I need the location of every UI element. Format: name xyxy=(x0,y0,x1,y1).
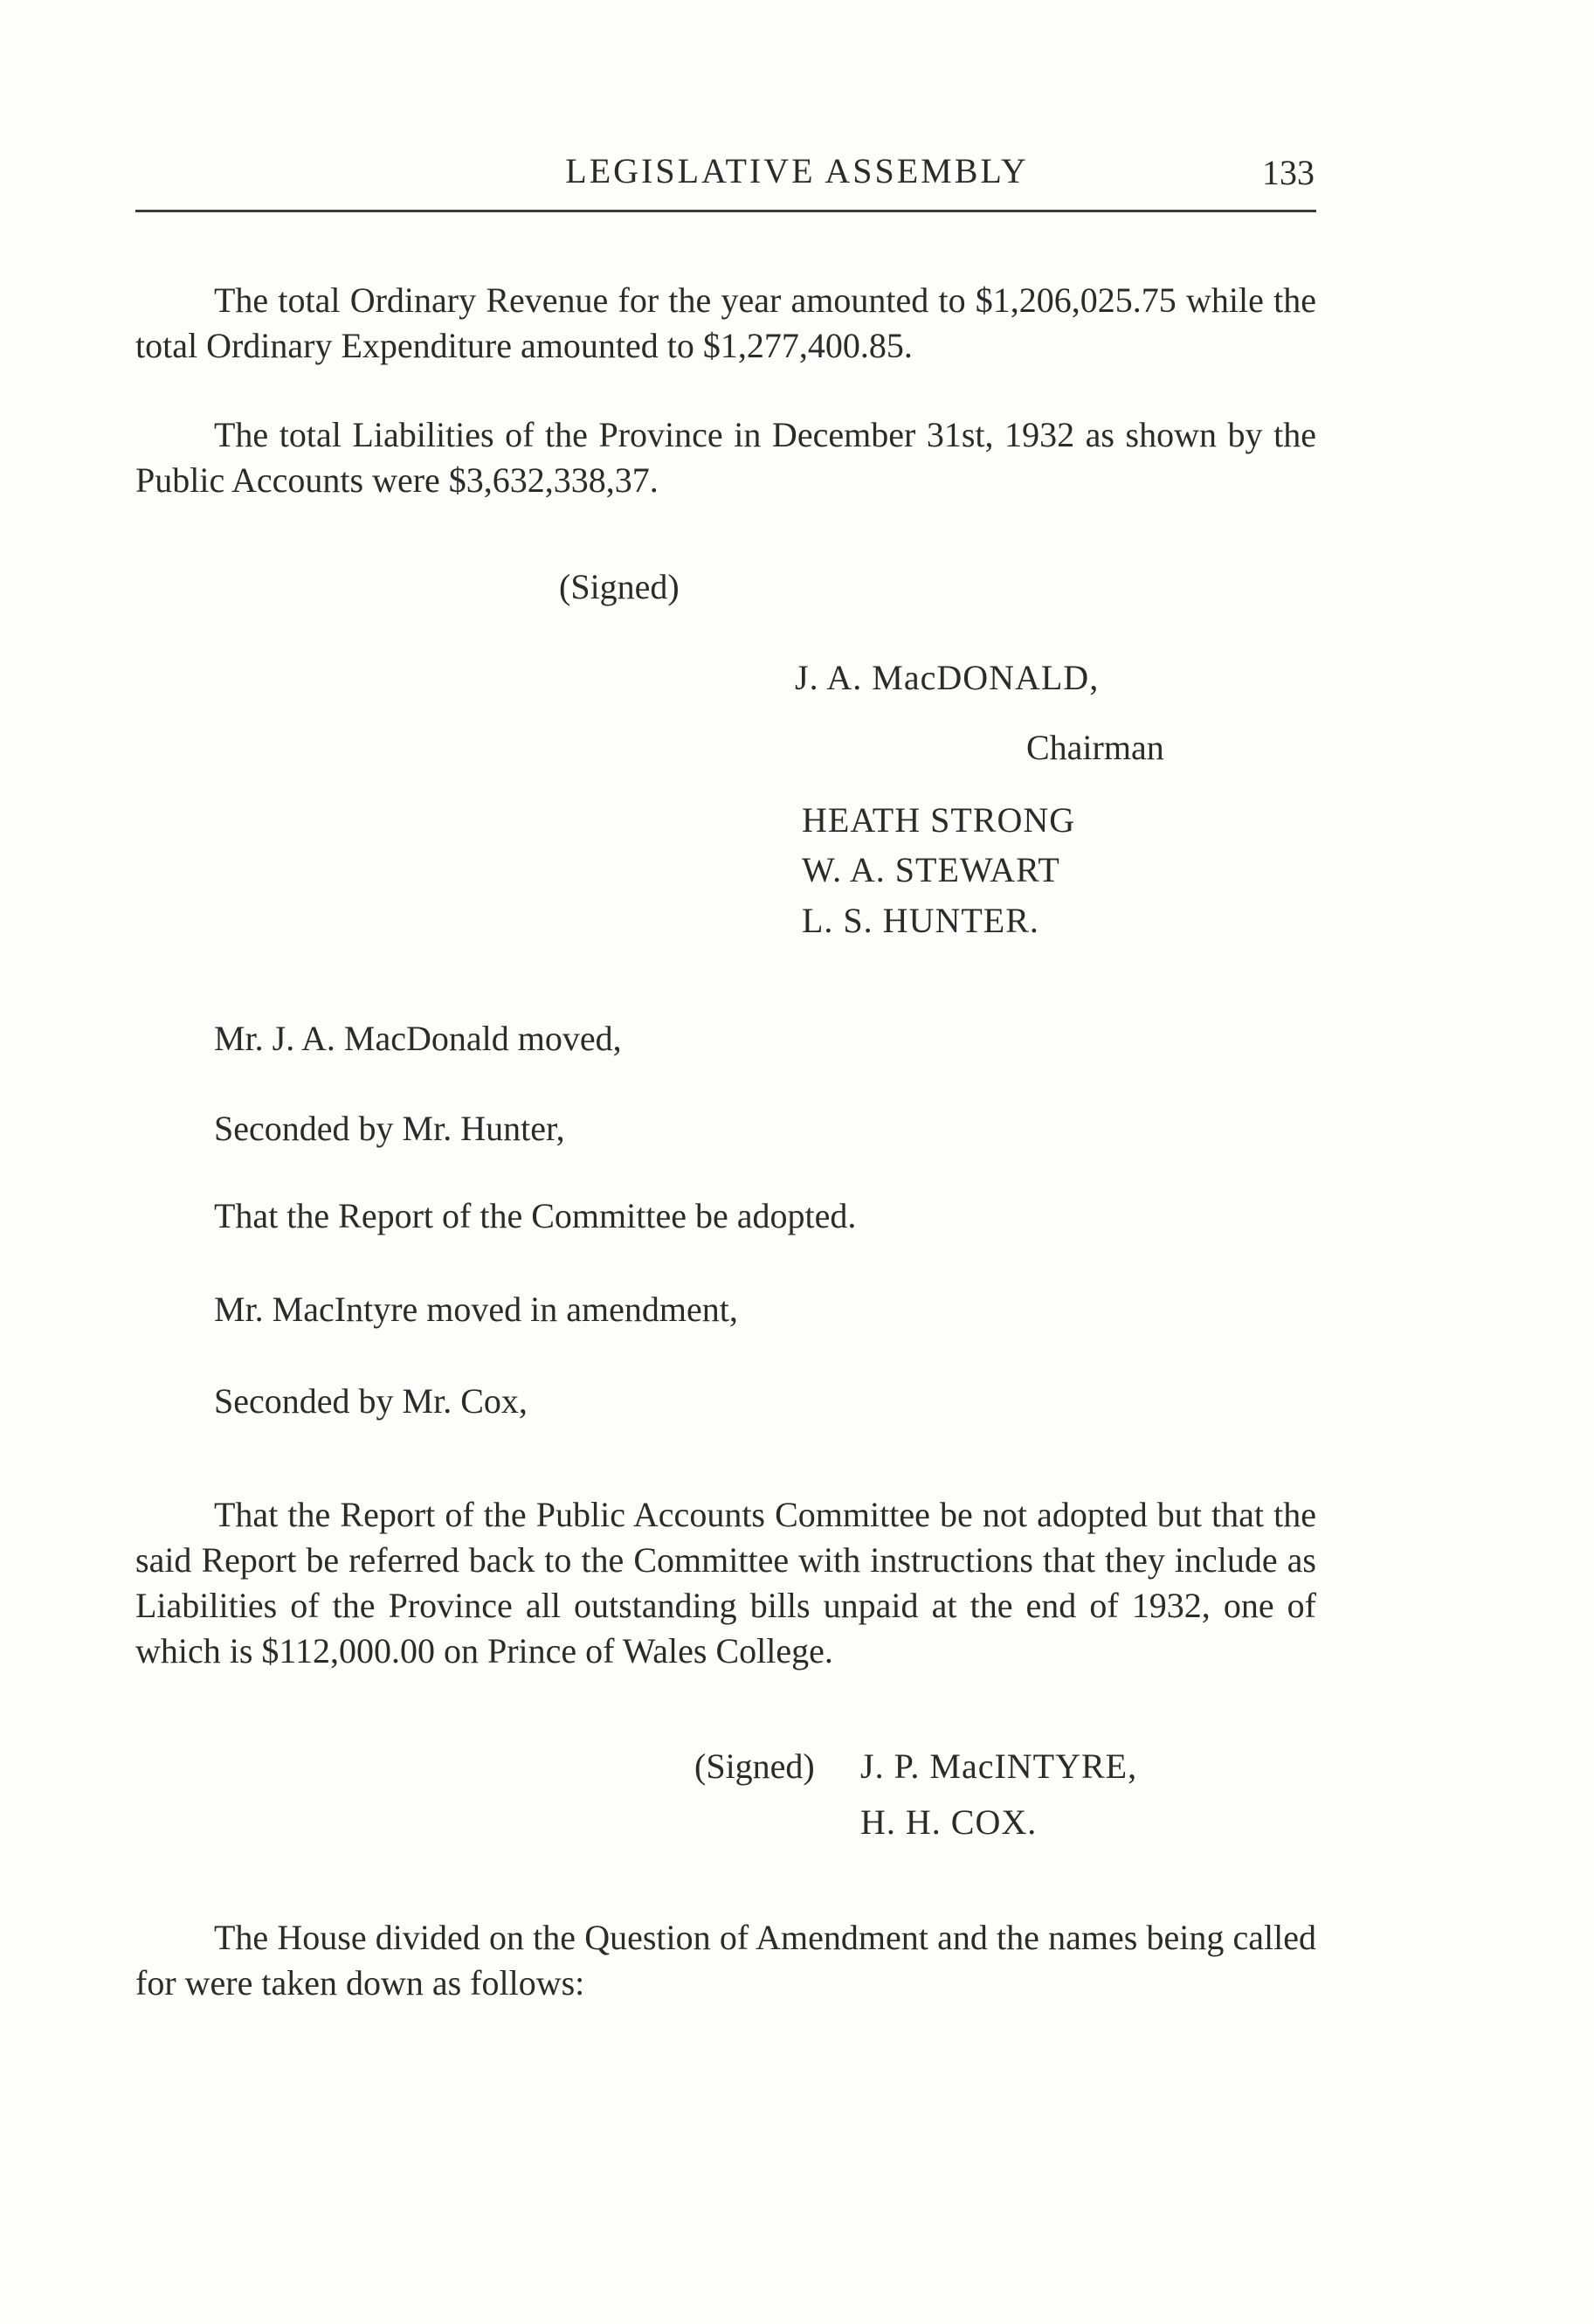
amendment-signed-label: (Signed) xyxy=(694,1746,815,1786)
chairman-title: Chairman xyxy=(1026,728,1164,767)
liabilities-paragraph: The total Liabilities of the Province in December 31st, 1932 as shown by the Public Accounts were $3,632,338,37. xyxy=(135,415,1316,500)
header-rule xyxy=(135,210,1316,212)
amendment-seconded: Seconded by Mr. Cox, xyxy=(214,1381,528,1421)
committee-member: L. S. HUNTER. xyxy=(802,901,1039,940)
committee-signed-label: (Signed) xyxy=(559,567,680,606)
revenue-paragraph: The total Ordinary Revenue for the year amounted to $1,206,025.75 while the total Ordinary Expenditure amounted to $1,277,400.85. xyxy=(135,280,1316,365)
motion-seconded: Seconded by Mr. Hunter, xyxy=(214,1109,565,1148)
running-header: LEGISLATIVE ASSEMBLY xyxy=(565,151,1029,190)
motion-resolution: That the Report of the Committee be adopted. xyxy=(214,1196,857,1235)
amendment-paragraph: That the Report of the Public Accounts Committee be not adopted but that the said Report be referred back to the Committee with instructions that they include as Liabilities of the Province all outstanding bills unpaid at the end of 1932, one of which is $112,000.00 on Prince of Wales College. xyxy=(135,1495,1316,1670)
committee-member: W. A. STEWART xyxy=(802,850,1060,889)
amendment-signer: H. H. COX. xyxy=(860,1802,1038,1842)
chairman-name: J. A. MacDONALD, xyxy=(795,658,1100,697)
amendment-moved: Mr. MacIntyre moved in amendment, xyxy=(214,1290,738,1329)
page-number: 133 xyxy=(1262,153,1315,192)
amendment-signer: J. P. MacINTYRE, xyxy=(860,1746,1138,1786)
motion-moved: Mr. J. A. MacDonald moved, xyxy=(214,1019,622,1058)
committee-member: HEATH STRONG xyxy=(802,800,1076,840)
division-paragraph: The House divided on the Question of Amendment and the names being called for were taken down as follows: xyxy=(135,1918,1316,2002)
